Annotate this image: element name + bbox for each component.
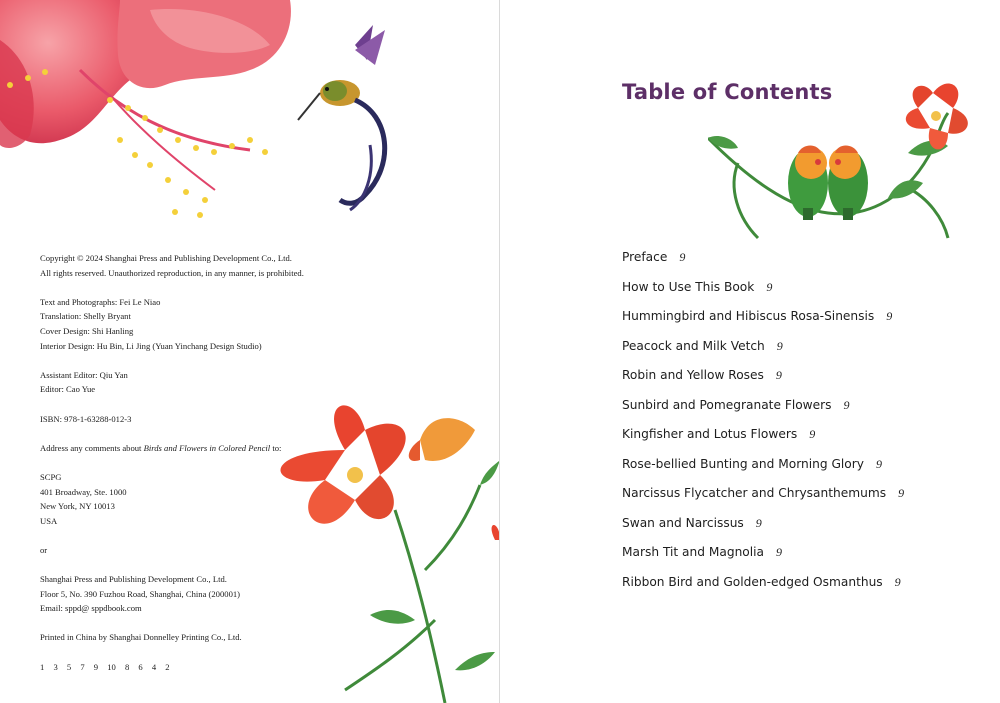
hibiscus-illustration [0,0,300,230]
toc-page-number: 9 [775,368,782,382]
or-text: or [40,544,48,555]
toc-page-number: 9 [886,309,893,323]
toc-page-number: 9 [766,279,773,294]
toc-item-sunbird[interactable]: Sunbird and Pomegranate Flowers 9 [622,397,850,412]
isbn: ISBN: 978-1-63288-012-3 [40,413,132,424]
credit-interior: Interior Design: Hu Bin, Li Jing (Yuan Yinchang Design Studio) [40,340,262,351]
credit-text: Text and Photographs: Fei Le Niao [40,296,161,307]
toc-item-swan[interactable]: Swan and Narcissus 9 [622,515,762,530]
print-numbers: 1 3 5 7 9 10 8 6 4 2 [40,661,170,672]
book-title: Birds and Flowers in Colored Pencil [143,442,271,453]
red-flowers-illustration [255,390,500,703]
credit-cover: Cover Design: Shi Hanling [40,325,134,336]
toc-page-number: 9 [679,250,686,264]
email-line: Email: sppd@ sppdbook.com [40,603,142,614]
hummingbird-illustration [295,25,400,220]
address-line: Floor 5, No. 390 Fuzhou Road, Shanghai, China (200001) [40,588,241,599]
toc-item-flycatcher[interactable]: Narcissus Flycatcher and Chrysanthemums 9 [622,486,905,500]
toc-item-robin[interactable]: Robin and Yellow Roses 9 [622,368,782,382]
toc-item-kingfisher[interactable]: Kingfisher and Lotus Flowers 9 [622,427,816,441]
rights-line: All rights reserved. Unauthorized reproduction, in any manner, is prohibited. [40,267,304,278]
toc-list [622,250,904,604]
toc-item-peacock[interactable]: Peacock and Milk Vetch 9 [622,338,783,353]
toc-item-preface[interactable]: Preface 9 [622,250,686,264]
toc-item-ribbon-bird[interactable]: Ribbon Bird and Golden-edged Osmanthus 9 [622,574,901,589]
address-line: Shanghai Press and Publishing Development Co., Ltd. [40,574,227,585]
credit-translation: Translation: Shelly Bryant [40,311,131,322]
lovebirds-illustration [708,78,978,248]
address-line: USA [40,515,58,526]
toc-item-marsh-tit[interactable]: Marsh Tit and Magnolia 9 [622,545,782,559]
toc-title: Table of Contents [622,80,833,104]
toc-item-bunting[interactable]: Rose-bellied Bunting and Morning Glory 9 [622,456,882,471]
toc-page-number: 9 [776,338,783,353]
toc-page-number: 9 [898,486,905,500]
toc-item-hummingbird[interactable]: Hummingbird and Hibiscus Rosa-Sinensis 9 [622,309,893,323]
printed-line: Printed in China by Shanghai Donnelley Printing Co., Ltd. [40,632,242,643]
toc-page-number: 9 [875,456,882,471]
right-page [500,0,1000,703]
assistant-editor: Assistant Editor: Qiu Yan [40,369,128,380]
toc-page-number: 9 [843,397,850,412]
comments-line: Address any comments about Birds and Flowers in Colored Pencil to: [40,442,282,453]
toc-page-number: 9 [776,545,782,559]
toc-page-number: 9 [894,574,901,589]
editor: Editor: Cao Yue [40,384,96,395]
toc-page-number: 9 [755,515,762,530]
toc-item-how-to-use[interactable]: How to Use This Book 9 [622,279,773,294]
address-line: 401 Broadway, Ste. 1000 [40,486,127,497]
address-line: New York, NY 10013 [40,501,115,512]
toc-page-number: 9 [809,427,816,441]
copyright-line: Copyright © 2024 Shanghai Press and Publishing Development Co., Ltd. [40,253,292,263]
address-line: SCPG [40,471,62,482]
